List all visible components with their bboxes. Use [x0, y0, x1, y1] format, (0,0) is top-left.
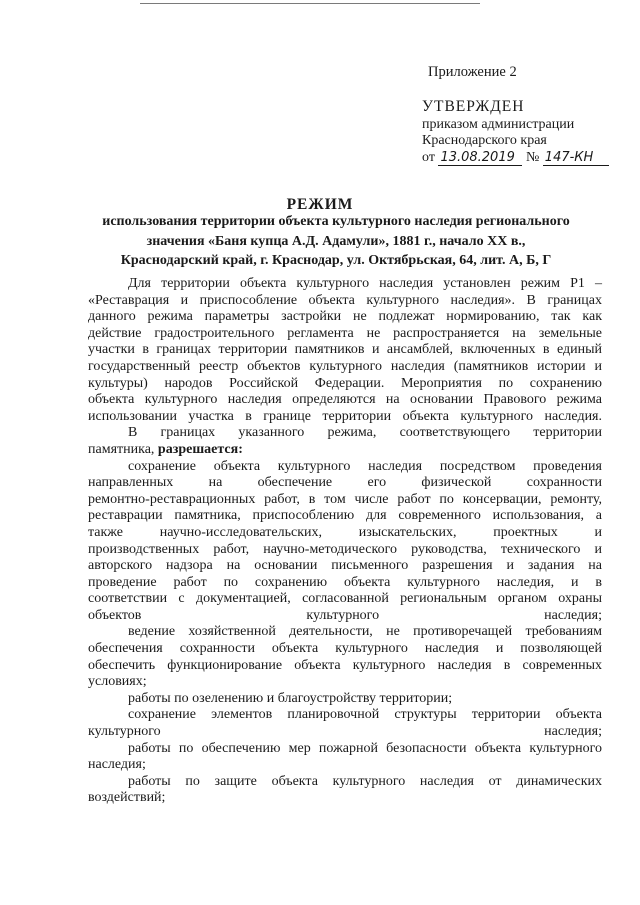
approval-line-2: Краснодарского края — [422, 133, 547, 148]
text-line: проведение работ по сохранению объекта культурного наследия, и в — [88, 574, 602, 590]
text-line — [88, 442, 602, 459]
scan-top-edge-line — [140, 3, 480, 4]
allowed-label: разрешается: — [157, 441, 243, 457]
text-line: объектов культурного наследия; — [88, 607, 602, 623]
text-line: соответствии с документацией, согласованной региональным органом охраны — [88, 591, 602, 607]
text-line: реставрации памятника, приспособлению для современного использования, а — [88, 508, 602, 524]
list-item-economic-activity — [88, 624, 602, 690]
subtitle-line: использования территории объекта культурного наследия регионального — [102, 214, 570, 229]
order-number-handwritten: 147-КН — [543, 151, 609, 166]
text-line: обеспечить функционирование объекта культурного наследия в современных — [88, 657, 602, 673]
text-line: также научно-исследовательских, изыскательских, проектных и — [88, 524, 602, 540]
text-line: работы по обеспечению мер пожарной безопасности объекта культурного — [128, 740, 602, 756]
text-line: авторского надзора на основании письменного разрешения и задания на — [88, 558, 602, 574]
text-line: объекта культурного наследия определяются на основании Правового режима — [88, 392, 602, 408]
order-number-sign: № — [525, 150, 540, 165]
text-line: работы по защите объекта культурного наследия от динамических — [128, 773, 602, 789]
paragraph-allowed-intro — [88, 425, 602, 458]
list-item-preservation — [88, 459, 602, 625]
text-line: действие градостроительного регламента не распространяется на земельные — [88, 325, 602, 341]
text-line: ремонтно-реставрационных работ, в том числе работ по консервации, ремонту, — [88, 491, 602, 507]
document-subtitle — [96, 212, 576, 271]
text-line: данного режима параметры застройки не подлежат нормированию, так как — [88, 309, 602, 325]
text-line: направленных на обеспечение его физической сохранности — [88, 475, 602, 491]
text-line: сохранение элементов планировочной структуры территории объекта — [128, 707, 602, 723]
approval-heading: УТВЕРЖДЕН — [422, 98, 525, 115]
order-prefix: от — [422, 150, 435, 165]
text-line: культуры) народов Российской Федерации. Мероприятия по сохранению — [88, 375, 602, 391]
order-reference — [422, 150, 609, 166]
text-line: обеспечения сохранности объекта культурного наследия и позволяющей — [88, 641, 602, 657]
text-line: использовании участка в границе территории объекта культурного наследия. — [88, 408, 602, 424]
text-line: В границах указанного режима, соответствующего территории — [128, 425, 602, 441]
text-line: работы по озеленению и благоустройству территории; — [128, 690, 453, 706]
text-line: культурного наследия; — [88, 724, 602, 740]
text-line: «Реставрация и приспособление объекта культурного наследия». В границах — [88, 292, 602, 308]
text-fragment: памятника, — [88, 441, 158, 457]
text-line: воздействий; — [88, 790, 166, 806]
text-line: производственных работ, научно-методического руководства, технического и — [88, 541, 602, 557]
subtitle-line: Краснодарский край, г. Краснодар, ул. Октябрьская, 64, лит. А, Б, Г — [120, 253, 552, 268]
text-line: ведение хозяйственной деятельности, не противоречащей требованиям — [128, 624, 602, 640]
document-title: РЕЖИМ — [286, 196, 354, 213]
document-body — [88, 276, 602, 807]
approval-line-1: приказом администрации — [422, 117, 575, 132]
appendix-label: Приложение 2 — [428, 64, 517, 80]
list-item-planning-structure — [88, 707, 602, 740]
text-line: участки в границах территории памятников и ансамблей, включенных в единый — [88, 342, 602, 358]
text-line: сохранение объекта культурного наследия посредством проведения — [128, 458, 602, 474]
text-line: государственный реестр объектов культурного наследия (памятников истории и — [88, 358, 602, 374]
order-date-handwritten: 13.08.2019 — [438, 151, 522, 166]
text-line: Для территории объекта культурного наследия установлен режим Р1 – — [128, 276, 602, 291]
subtitle-line: значения «Баня купца А.Д. Адамули», 1881 г., начало XX в., — [146, 233, 526, 249]
list-item-dynamic-protection — [88, 774, 602, 807]
list-item-fire-safety — [88, 741, 602, 774]
paragraph-regime-description — [88, 276, 602, 425]
list-item-landscaping — [88, 691, 602, 708]
text-line: наследия; — [88, 757, 146, 773]
text-line: условиях; — [88, 674, 147, 690]
